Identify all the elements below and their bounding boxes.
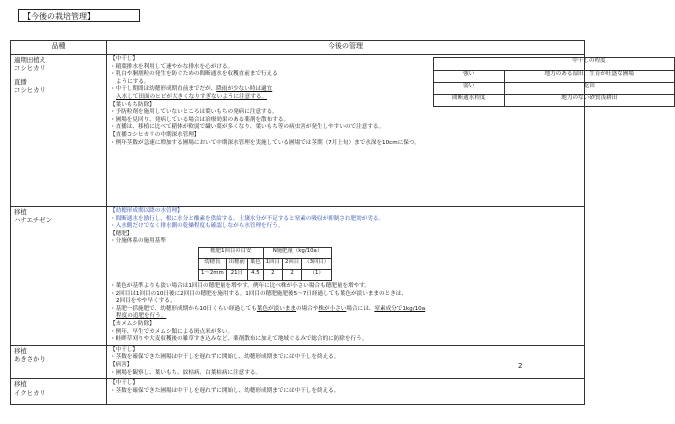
fz-col-header: 2回目: [282, 258, 301, 269]
fz-col-header: 幼穂長: [199, 258, 227, 269]
variety-line: コシヒカリ: [14, 64, 46, 73]
variety-cell: [11, 55, 107, 207]
mgmt-text-underlined: 降雨が少ない時は適宜: [216, 86, 273, 93]
mgmt-text: ・中干し期間は幼穂形成期直前までだが、: [110, 86, 217, 93]
fz-value: 1〜2mm: [199, 269, 227, 280]
mgmt-line: ・入水側だけでなく排水側の乾燥程度も確認しながら水管理を行う。: [110, 223, 284, 230]
mgmt-text-underlined: 窒素成分で1kg/10a: [374, 305, 426, 312]
table-row: [11, 379, 585, 405]
mgmt-line: ・例年茎数が急速に増加する圃場において中期深水管理を実施している圃場では茎期（7月上旬）まで水深を10cmに保つ。: [110, 139, 420, 146]
mgmt-line: ・葉色が基準よりも淡い場合は1回目の穂肥量を増やす。例年に比べ株が小さい場合も穂肥量を増やす。: [110, 282, 370, 289]
header-variety: 品種: [11, 41, 107, 55]
mgmt-line: ・例年、早生でカメムシ類による斑点米が多い。: [110, 328, 234, 335]
table-row: [11, 55, 585, 207]
rank-label: 間断通水程度: [434, 95, 505, 107]
fz-value: 4.5: [247, 269, 263, 280]
mgmt-line: ・直播は、移植に比べて稲体が軟弱で繊い葉が多くなり、葉いもち等の病虫害が発生しやすいので注意する。: [110, 124, 385, 131]
fertilizer-standard-table: [198, 247, 332, 281]
fz-value: （1）: [302, 269, 332, 280]
variety-cell: [11, 207, 107, 346]
variety-cell: [11, 379, 107, 405]
management-table: [10, 40, 634, 405]
mgmt-text: ・基肥一括施肥で、幼穂形成期から10日くらい経過しても: [110, 305, 257, 312]
section-title: 【中干し】: [110, 56, 138, 62]
section-title: 【中干し】: [110, 380, 138, 387]
fz-group-header: N施肥量（kg/10a）: [263, 247, 331, 258]
management-cell: [107, 55, 634, 207]
variety-line: コシヒカリ: [14, 86, 46, 95]
section-title: 【カメムシ防除】: [110, 320, 155, 327]
section-title: 【穂肥】: [110, 230, 133, 237]
section-title: 【中干し】: [110, 346, 138, 353]
variety-cell: [11, 345, 107, 378]
mgmt-text-underlined: 株が小さい: [318, 305, 347, 312]
mgmt-line: ・分施体系の施用基準: [110, 238, 166, 245]
rank-header: 中干しの程度: [504, 58, 675, 71]
page-number: 2: [518, 362, 523, 370]
rank-desc: 地力のある湿田、生育が旺盛な圃場: [504, 71, 675, 83]
variety-line: 直播: [14, 77, 27, 86]
fz-col-header: 1回目: [263, 258, 282, 269]
mgmt-line: ・乳白や胴割粒の発生を防ぐための間断通水を収穫直前まで行える: [110, 71, 278, 78]
fz-col-header: 出穂前: [226, 258, 247, 269]
variety-line: ハナエチゼン: [14, 216, 52, 225]
mgmt-line: ・間断通水を励行し、根に水分と酸素を供給する。土壌水分が不足すると窒素の吸収が抑制され肥効が劣る。: [110, 215, 385, 222]
variety-line: 移植: [14, 380, 27, 389]
section-title: 【直播コシヒカリの中期深水管理】: [110, 131, 200, 138]
fz-col-header: 葉色: [247, 258, 263, 269]
mgmt-text: の場合や: [296, 305, 319, 312]
mgmt-line: ・圃場を見回り、発病している場合は治療効果のある薬剤を散布する。: [110, 116, 290, 123]
rank-desc: 地力のない砂質浅耕田: [504, 95, 675, 107]
mgmt-line: ・稲葉排水を利用して速やかな排水を心がける。: [110, 63, 234, 70]
variety-line: イクヒカリ: [14, 388, 46, 397]
mgmt-line: [110, 306, 581, 314]
mgmt-line-underlined: 入水して田面のヒビが大きくなりすぎないように注意する。: [116, 93, 268, 100]
mgmt-line: ・茎数を確保できた圃場は中干しを遅れずに開始し、幼穂形成期までには中干しを終える。: [110, 387, 340, 394]
section-title: 【幼穂形成期以降の水管理】: [110, 208, 183, 214]
mgmt-line: ・予防粒剤を施用していないところは葉いもちの発病に注意する。: [110, 109, 278, 116]
mgmt-line: ようにする。: [116, 78, 150, 85]
table-row: [11, 207, 585, 346]
fz-value: 2: [282, 269, 301, 280]
mgmt-text-underlined: 葉色が淡いまま: [256, 305, 297, 312]
rank-desc: 乾田: [504, 83, 675, 95]
mgmt-line: ・畦畔草刈りや大麦収穫後の雑草すき込みなど、薬剤散布に加えて地域ぐるみで総合的に防除を行う。: [110, 336, 368, 343]
header-management: 今後の管理: [107, 41, 585, 55]
mgmt-line-underlined: 程度の追肥を行う。: [116, 313, 167, 320]
variety-line: 移植: [14, 346, 27, 355]
section-title: 【葉いもち防除】: [110, 101, 155, 108]
mgmt-line: ・2回目は1回目の10日後に2回目の穂肥を施用する。1回目の穂肥施肥後5〜7日経過しても葉色が淡いままのときは、: [110, 290, 407, 297]
rank-label: 弱い: [434, 83, 505, 95]
table-row: [11, 345, 585, 378]
variety-line: 移植: [14, 208, 27, 216]
midseason-drainage-table: [433, 57, 675, 107]
management-cell: [107, 207, 585, 346]
document-title: 【今後の栽培管理】: [18, 9, 140, 22]
section-title: 【病害】: [110, 361, 133, 368]
rank-corner: [434, 58, 505, 71]
variety-line: あきさかり: [14, 355, 46, 364]
rank-label: 強い: [434, 71, 505, 83]
mgmt-line: 2回目をやや早くする。: [116, 298, 176, 305]
mgmt-line: ・茎数を確保できた圃場は中干しを遅れずに開始し、幼穂形成期までには中干しを終える。: [110, 354, 340, 361]
fz-value: 2: [263, 269, 282, 280]
table-header-row: [11, 41, 585, 55]
management-cell: [107, 379, 585, 405]
fz-group-header: 穂肥1回目の目安: [199, 247, 264, 258]
mgmt-line: ・圃場を観察し、葉いもち、紋枯病、白葉枯病に注意する。: [110, 369, 262, 376]
management-cell: [107, 345, 585, 378]
variety-line: 適期田植え: [14, 56, 46, 64]
fz-col-header: （3回目）: [302, 258, 332, 269]
fz-value: 21日: [226, 269, 247, 280]
mgmt-text: 場合には、: [346, 305, 375, 312]
